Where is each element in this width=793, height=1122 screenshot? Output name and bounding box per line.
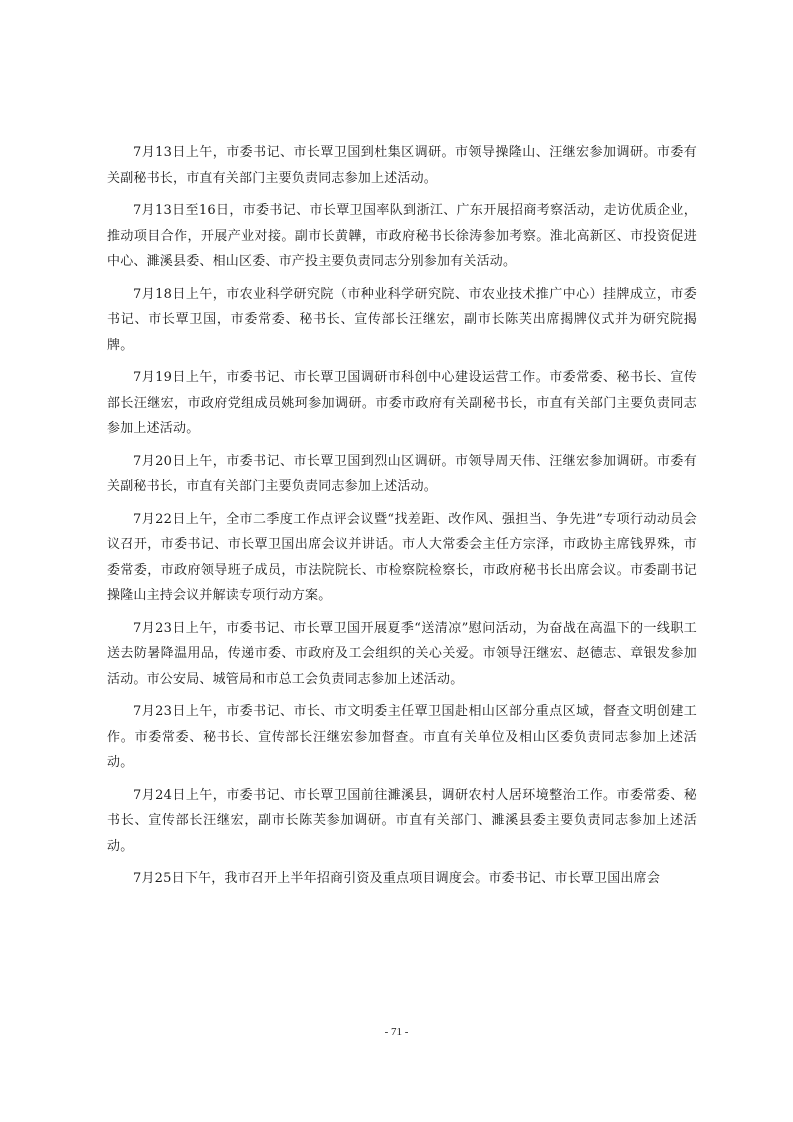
paragraph: 7月23日上午，市委书记、市长、市文明委主任覃卫国赴相山区部分重点区域，督查文明创建工作。市委常委、秘书长、宣传部长汪继宏参加督查。市直有关单位及相山区委负责同志参加上述活动。 bbox=[107, 704, 697, 770]
paragraph: 7月25日下午，我市召开上半年招商引资及重点项目调度会。市委书记、市长覃卫国出席会 bbox=[133, 871, 661, 886]
paragraph: 7月23日上午，市委书记、市长覃卫国开展夏季“送清凉”慰问活动，为奋战在高温下的一线职工送去防暑降温用品，传递市委、市政府及工会组织的关心关爱。市领导汪继宏、赵德志、章银发参加活动。市公安局、城管局和市总工会负责同志参加上述活动。 bbox=[107, 620, 697, 687]
paragraph: 7月19日上午，市委书记、市长覃卫国调研市科创中心建设运营工作。市委常委、秘书长、宣传部长汪继宏，市政府党组成员姚珂参加调研。市委市政府有关副秘书长，市直有关部门主要负责同志参加上述活动。 bbox=[107, 370, 697, 436]
paragraph: 7月18日上午，市农业科学研究院（市种业科学研究院、市农业技术推广中心）挂牌成立，市委书记、市长覃卫国，市委常委、秘书长、宣传部长汪继宏，副市长陈芙出席揭牌仪式并为研究院揭牌。 bbox=[107, 286, 697, 353]
paragraph: 7月13日上午，市委书记、市长覃卫国到杜集区调研。市领导操隆山、汪继宏参加调研。市委有关副秘书长，市直有关部门主要负责同志参加上述活动。 bbox=[107, 145, 697, 186]
paragraph: 7月22日上午，全市二季度工作点评会议暨“找差距、改作风、强担当、争先进”专项行动动员会议召开，市委书记、市长覃卫国出席会议并讲话。市人大常委会主任方宗泽，市政协主席钱界殊，市委常委，市政府领导班子成员，市法院院长、市检察院检察长，市政府秘书长出席会议。市委副书记操隆山主持会议并解读专项行动方案。 bbox=[107, 511, 697, 603]
paragraph: 7月20日上午，市委书记、市长覃卫国到烈山区调研。市领导周天伟、汪继宏参加调研。市委有关副秘书长，市直有关部门主要负责同志参加上述活动。 bbox=[107, 453, 697, 494]
paragraph: 7月13日至16日，市委书记、市长覃卫国率队到浙江、广东开展招商考察活动，走访优质企业，推动项目合作，开展产业对接。副市长黄韡，市政府秘书长徐涛参加考察。淮北高新区、市投资促进中心、濉溪县委、相山区委、市产投主要负责同志分别参加有关活动。 bbox=[107, 203, 697, 269]
page-number: - 71 - bbox=[384, 1026, 409, 1038]
document-body bbox=[107, 140, 697, 899]
paragraph: 7月24日上午，市委书记、市长覃卫国前往濉溪县，调研农村人居环境整治工作。市委常委、秘书长、宣传部长汪继宏，副市长陈芙参加调研。市直有关部门、濉溪县委主要负责同志参加上述活动。 bbox=[107, 787, 697, 854]
